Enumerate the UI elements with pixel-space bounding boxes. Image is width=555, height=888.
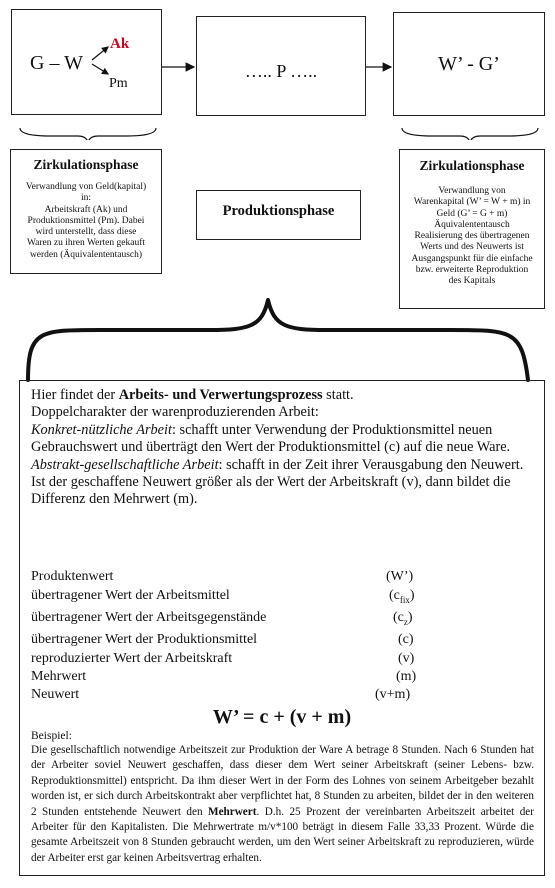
main-explanation-box [19,380,545,876]
row-symbol: (v) [398,651,415,666]
p-label: ….. P ….. [244,61,318,81]
konkret-label: Konkret-nützliche Arbeit [31,421,172,438]
row-label: Neuwert [31,687,80,702]
value-row [31,687,511,703]
row-symbol [389,588,415,605]
abstrakt-text: : schafft in der Zeit ihrer Verausgabung den Neuwert. Ist der geschaffene Neuwert größer als der Wert der Arbeitskraft (v), dann bildet die Differenz den Mehrwert (m). [31,456,524,508]
text-line: in: [80,193,92,204]
text-line: bzw. erweiterte Reproduktion [415,265,529,276]
example-b: . D.h. 25 Prozent der vereinbarten Arbeitszeit arbeitet der Arbeiter für den Kapitalisten. Die Mehrwertrate m/v*100 beträgt in diesem Falle 33,33 Prozent. Würde die gesamte Arbeitszeit von 8 Stunden gebraucht werden, um den Wert seiner Arbeitskraft zu reproduzieren, würde der Arbeiter erst gar keinen Arbeitsvertrag erhalten. [31,805,534,864]
symbol-main: (c [389,588,400,603]
text-line: Geld (G’ = G + m) [436,208,508,219]
pm-label: Pm [109,76,128,91]
wg-label: W’ - G’ [438,53,500,75]
text-line: Werts und des Neuwerts ist [420,242,524,253]
row-symbol [393,610,413,627]
row-symbol: (W’) [386,569,414,584]
text-line: Produktionsmittel (Pm). Dabei [27,215,145,226]
brace-large [0,290,555,382]
value-row [31,669,511,685]
left-phase-text [11,182,161,261]
example-label: Beispiel: [31,730,72,742]
konkret-text: : schafft unter Verwendung der Produktionsmittel neuen Gebrauchswert und überträgt den Wert der Produktionsmittel (c) auf die neue Ware. [31,421,511,456]
text-line: werden (Äquivalententausch) [29,249,143,260]
symbol-main: (c [393,610,404,625]
intro-bold: Arbeits- und Verwertungsprozess [118,387,323,403]
formula: W’ = c + (v + m) [212,706,352,728]
row-label: Produktenwert [31,569,114,584]
row-symbol: (m) [396,669,417,684]
left-phase-title: Zirkulationsphase [33,157,139,172]
right-phase-box [399,149,545,309]
example-a: Die gesellschaftlich notwendige Arbeitszeit zur Produktion der Ware A betrage 8 Stunden. Nach 6 Stunden hat der Arbeiter soviel Neuwert geschaffen, dass dieser dem Wert seiner Arbeitskraft (seiner Lebens- bzw. Reproduktionsmittel) entspricht. Da ihm dieser Wert in der Form des Lohnes von seinem Arbeitgeber bezahlt worden ist, er sich durch Arbeitskontrakt aber verpflichtet hat, 8 Stunden zu arbeiten, bildet der in den weiteren 2 Stunden entstehende Neuwert den [31,744,534,818]
row-symbol: (v+m) [375,687,411,702]
abstrakt-label: Abstrakt-gesellschaftliche Arbeit [31,456,219,473]
abstrakt-paragraph [31,457,531,509]
intro-line [31,387,531,404]
middle-phase-box [196,190,361,240]
intro-a: Hier findet der [31,387,119,403]
right-phase-text [400,186,544,288]
text-line: wird unterstellt, dass diese [35,227,137,238]
row-label: reproduzierter Wert der Arbeitskraft [31,651,233,666]
value-row [31,610,511,626]
text-line: Arbeitskraft (Ak) und [44,204,128,215]
brace-left-small [20,128,156,140]
value-row [31,588,511,604]
konkret-paragraph [31,422,531,457]
row-label: übertragener Wert der Arbeitsmittel [31,588,230,603]
example-bold: Mehrwert [208,805,257,818]
ak-label: Ak [110,36,130,52]
text-line: Realisierung des übertragenen [414,231,530,242]
value-row [31,651,511,667]
intro-text [31,387,531,509]
row-label: übertragener Wert der Arbeitsgegenstände [31,610,267,625]
symbol-close: ) [407,610,413,625]
value-row [31,632,511,648]
double-character-line: Doppelcharakter der warenproduzierenden Arbeit: [31,404,319,421]
value-row [31,569,511,585]
flow-arrows [0,0,555,140]
text-line: Warenkapital (W’ = W + m) in [413,197,531,208]
text-line: Verwandlung von Geld(kapital) [25,182,147,192]
text-line: Äquivalententausch [434,219,510,230]
symbol-sub: z [403,617,408,627]
row-symbol: (c) [398,632,414,647]
text-line: des Kapitals [448,276,496,287]
row-label: übertragener Wert der Produktionsmittel [31,632,258,647]
text-line: Verwandlung von [438,186,506,196]
right-phase-title: Zirkulationsphase [419,158,525,173]
middle-phase-title: Produktionsphase [222,203,335,219]
example-text [31,743,534,866]
symbol-close: ) [409,588,415,603]
row-label: Mehrwert [31,669,87,684]
left-phase-box [10,149,162,274]
gw-label: G – W [30,52,83,74]
text-line: Waren zu ihren Werten gekauft [26,238,146,249]
brace-right-small [402,128,538,140]
text-line: Ausgangspunkt für die einfache [411,253,533,264]
intro-b: statt. [322,387,354,403]
symbol-sub: fix [399,595,410,605]
